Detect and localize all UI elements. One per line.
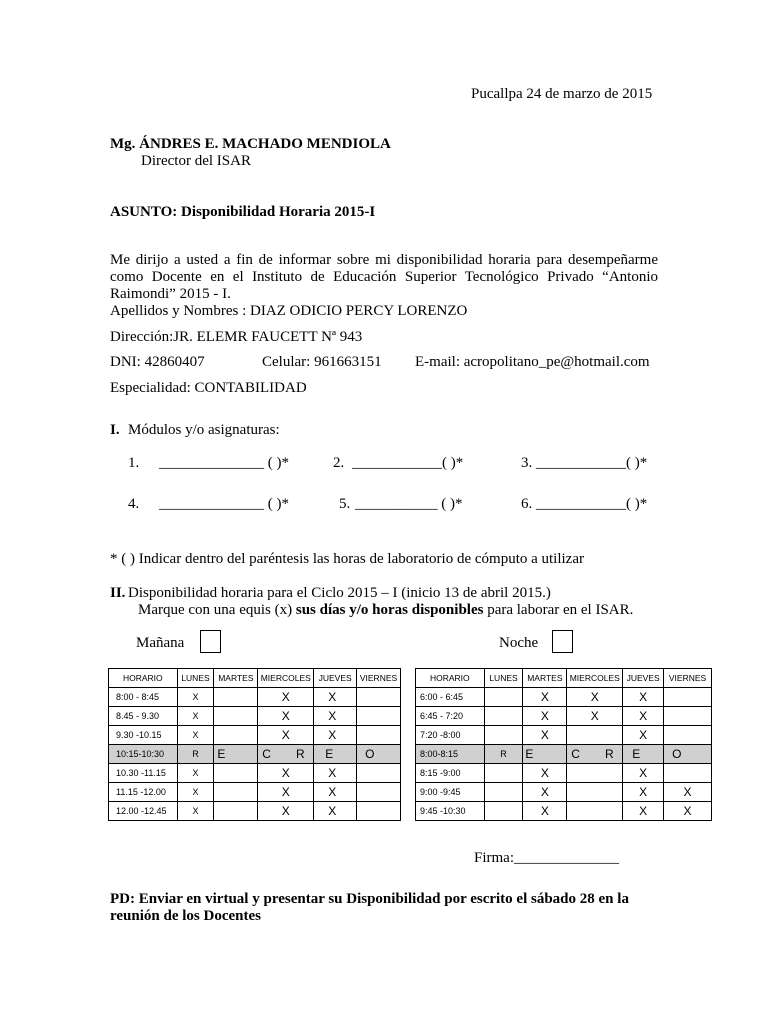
cell-lunes[interactable] bbox=[484, 783, 523, 802]
cell-lunes[interactable] bbox=[484, 802, 523, 821]
module-item-6-blank[interactable]: ____________( )* bbox=[536, 496, 648, 512]
table-header-row bbox=[109, 669, 401, 688]
cell-viernes[interactable]: X bbox=[664, 802, 712, 821]
morning-label: Mañana bbox=[136, 635, 185, 651]
time-cell: 10.30 -11.15 bbox=[109, 764, 178, 783]
table-row bbox=[416, 707, 712, 726]
section2-line2-post: para laborar en el ISAR. bbox=[483, 602, 634, 618]
cell-jueves[interactable]: X bbox=[623, 802, 664, 821]
cell-lunes[interactable]: X bbox=[177, 783, 214, 802]
address-line: Dirección:JR. ELEMR FAUCETT Nª 943 bbox=[110, 329, 363, 345]
module-item-4-number: 4. bbox=[128, 496, 140, 512]
cell-martes[interactable]: X bbox=[523, 707, 567, 726]
phone: Celular: 961663151 bbox=[262, 354, 382, 370]
cell-lunes[interactable]: X bbox=[177, 707, 214, 726]
cell-martes[interactable]: X bbox=[523, 783, 567, 802]
morning-checkbox[interactable] bbox=[200, 630, 221, 653]
table-row bbox=[109, 783, 401, 802]
cell-viernes[interactable] bbox=[357, 688, 401, 707]
table-header-row bbox=[416, 669, 712, 688]
lab-hours-note: * ( ) Indicar dentro del paréntesis las horas de laboratorio de cómputo a utilizar bbox=[110, 551, 584, 567]
header-miercoles: MIERCOLES bbox=[258, 669, 314, 688]
cell-viernes[interactable] bbox=[357, 783, 401, 802]
module-item-3-number: 3. bbox=[521, 455, 533, 471]
section2-number: II. bbox=[110, 585, 126, 601]
time-cell: 8:00 - 8:45 bbox=[109, 688, 178, 707]
break-letter: C bbox=[262, 747, 271, 761]
module-item-2-blank[interactable]: ____________( )* bbox=[352, 455, 464, 471]
header-horario: HORARIO bbox=[109, 669, 178, 688]
cell-miercoles[interactable] bbox=[567, 726, 623, 745]
cell-lunes[interactable] bbox=[484, 764, 523, 783]
cell-jueves[interactable]: X bbox=[314, 726, 357, 745]
header-miercoles: MIERCOLES bbox=[567, 669, 623, 688]
time-cell: 7:20 -8:00 bbox=[416, 726, 485, 745]
time-cell: 9.30 -10.15 bbox=[109, 726, 178, 745]
header-lunes: LUNES bbox=[484, 669, 523, 688]
cell-miercoles[interactable] bbox=[567, 802, 623, 821]
break-letter: E bbox=[214, 745, 258, 764]
module-item-5-blank[interactable]: ___________ ( )* bbox=[355, 496, 463, 512]
time-cell: 10:15-10:30 bbox=[109, 745, 178, 764]
cell-jueves[interactable]: X bbox=[623, 726, 664, 745]
module-item-2-number: 2. bbox=[333, 455, 345, 471]
cell-jueves[interactable]: X bbox=[314, 688, 357, 707]
night-checkbox[interactable] bbox=[552, 630, 573, 653]
cell-viernes[interactable] bbox=[664, 726, 712, 745]
cell-viernes[interactable]: X bbox=[664, 783, 712, 802]
cell-martes[interactable]: X bbox=[523, 802, 567, 821]
cell-lunes[interactable]: X bbox=[177, 764, 214, 783]
time-cell: 8:15 -9:00 bbox=[416, 764, 485, 783]
cell-martes[interactable] bbox=[214, 707, 258, 726]
header-martes: MARTES bbox=[214, 669, 258, 688]
cell-martes[interactable]: X bbox=[523, 726, 567, 745]
cell-viernes[interactable] bbox=[664, 688, 712, 707]
header-lunes: LUNES bbox=[177, 669, 214, 688]
table-row bbox=[416, 802, 712, 821]
module-item-5-number: 5. bbox=[339, 496, 351, 512]
table-row bbox=[109, 764, 401, 783]
module-item-1-blank[interactable]: ______________ ( )* bbox=[159, 455, 289, 471]
cell-lunes[interactable] bbox=[484, 707, 523, 726]
cell-martes[interactable] bbox=[214, 802, 258, 821]
recipient-title: Director del ISAR bbox=[141, 153, 251, 169]
module-item-1-number: 1. bbox=[128, 455, 140, 471]
night-schedule-table bbox=[415, 668, 712, 821]
break-row bbox=[109, 745, 401, 764]
table-row bbox=[416, 688, 712, 707]
intro-paragraph: Me dirijo a usted a fin de informar sobre mi disponibilidad horaria para desempeñarme como Docente en el Instituto de Educación Superior Tecnológico Privado “Antonio Raimondi” 2015 - I. bbox=[110, 252, 658, 302]
cell-jueves[interactable]: X bbox=[623, 688, 664, 707]
table-row bbox=[109, 688, 401, 707]
morning-schedule-table bbox=[108, 668, 401, 821]
names-line: Apellidos y Nombres : DIAZ ODICIO PERCY LORENZO bbox=[110, 303, 468, 319]
break-letter: R bbox=[177, 745, 214, 764]
break-letter: R bbox=[484, 745, 523, 764]
cell-viernes[interactable] bbox=[357, 707, 401, 726]
table-row bbox=[109, 707, 401, 726]
cell-martes[interactable] bbox=[214, 726, 258, 745]
header-martes: MARTES bbox=[523, 669, 567, 688]
section2-line2-bold: sus días y/o horas disponibles bbox=[295, 602, 484, 618]
break-letter: R bbox=[295, 747, 305, 761]
break-letter-pair bbox=[567, 745, 623, 764]
cell-miercoles[interactable]: X bbox=[258, 726, 314, 745]
cell-viernes[interactable] bbox=[357, 726, 401, 745]
break-letter: O bbox=[357, 745, 401, 764]
table-row bbox=[416, 764, 712, 783]
cell-miercoles[interactable]: X bbox=[567, 688, 623, 707]
cell-jueves[interactable]: X bbox=[623, 764, 664, 783]
cell-martes[interactable]: X bbox=[523, 764, 567, 783]
header-viernes: VIERNES bbox=[357, 669, 401, 688]
signature-line[interactable]: Firma:______________ bbox=[474, 850, 619, 866]
cell-martes[interactable] bbox=[214, 783, 258, 802]
cell-jueves[interactable]: X bbox=[623, 783, 664, 802]
table-row bbox=[416, 783, 712, 802]
cell-lunes[interactable] bbox=[484, 726, 523, 745]
section2-line2-pre: Marque con una equis (x) bbox=[138, 602, 296, 618]
footer-note: PD: Enviar en virtual y presentar su Disponibilidad por escrito el sábado 28 en la reunión de los Docentes bbox=[110, 891, 629, 924]
section2-line2 bbox=[138, 602, 633, 619]
time-cell: 9:00 -9:45 bbox=[416, 783, 485, 802]
cell-miercoles[interactable] bbox=[567, 783, 623, 802]
cell-martes[interactable] bbox=[214, 764, 258, 783]
recipient-name: Mg. ÁNDRES E. MACHADO MENDIOLA bbox=[110, 136, 391, 152]
cell-jueves[interactable]: X bbox=[314, 802, 357, 821]
cell-miercoles[interactable]: X bbox=[258, 707, 314, 726]
time-cell: 9:45 -10:30 bbox=[416, 802, 485, 821]
break-letter: E bbox=[523, 745, 567, 764]
cell-miercoles[interactable]: X bbox=[258, 688, 314, 707]
time-cell: 12.00 -12.45 bbox=[109, 802, 178, 821]
section1-number: I. bbox=[110, 422, 120, 438]
header-jueves: JUEVES bbox=[623, 669, 664, 688]
cell-lunes[interactable]: X bbox=[177, 688, 214, 707]
cell-jueves[interactable]: X bbox=[314, 764, 357, 783]
header-viernes: VIERNES bbox=[664, 669, 712, 688]
dni: DNI: 42860407 bbox=[110, 354, 205, 370]
break-letter: R bbox=[604, 747, 614, 761]
break-letter-pair bbox=[258, 745, 314, 764]
time-cell: 11.15 -12.00 bbox=[109, 783, 178, 802]
cell-viernes[interactable] bbox=[357, 764, 401, 783]
time-cell: 8:00-8:15 bbox=[416, 745, 485, 764]
cell-lunes[interactable]: X bbox=[177, 802, 214, 821]
table-row bbox=[109, 726, 401, 745]
time-cell: 6:45 - 7:20 bbox=[416, 707, 485, 726]
cell-viernes[interactable] bbox=[357, 802, 401, 821]
cell-miercoles[interactable] bbox=[567, 764, 623, 783]
time-cell: 8.45 - 9.30 bbox=[109, 707, 178, 726]
cell-miercoles[interactable]: X bbox=[567, 707, 623, 726]
time-cell: 6:00 - 6:45 bbox=[416, 688, 485, 707]
break-letter: O bbox=[664, 745, 712, 764]
cell-jueves[interactable]: X bbox=[314, 783, 357, 802]
cell-jueves[interactable]: X bbox=[314, 707, 357, 726]
module-item-6-number: 6. bbox=[521, 496, 533, 512]
table-row bbox=[416, 726, 712, 745]
email: E-mail: acropolitano_pe@hotmail.com bbox=[415, 354, 650, 370]
cell-martes[interactable]: X bbox=[523, 688, 567, 707]
night-label: Noche bbox=[499, 635, 539, 651]
cell-miercoles[interactable]: X bbox=[258, 764, 314, 783]
cell-viernes[interactable] bbox=[664, 707, 712, 726]
break-letter: E bbox=[623, 745, 664, 764]
header-horario: HORARIO bbox=[416, 669, 485, 688]
cell-martes[interactable] bbox=[214, 688, 258, 707]
place-date: Pucallpa 24 de marzo de 2015 bbox=[471, 86, 653, 102]
subject: ASUNTO: Disponibilidad Horaria 2015-I bbox=[110, 204, 376, 220]
break-row bbox=[416, 745, 712, 764]
section2-line1: Disponibilidad horaria para el Ciclo 2015 – I (inicio 13 de abril 2015.) bbox=[128, 585, 551, 601]
cell-lunes[interactable] bbox=[484, 688, 523, 707]
cell-miercoles[interactable]: X bbox=[258, 783, 314, 802]
module-item-4-blank[interactable]: ______________ ( )* bbox=[159, 496, 289, 512]
cell-miercoles[interactable]: X bbox=[258, 802, 314, 821]
table-row bbox=[109, 802, 401, 821]
module-item-3-blank[interactable]: ____________( )* bbox=[536, 455, 648, 471]
cell-jueves[interactable]: X bbox=[623, 707, 664, 726]
break-letter: E bbox=[314, 745, 357, 764]
break-letter: C bbox=[571, 747, 580, 761]
cell-lunes[interactable]: X bbox=[177, 726, 214, 745]
header-jueves: JUEVES bbox=[314, 669, 357, 688]
specialty: Especialidad: CONTABILIDAD bbox=[110, 380, 307, 396]
cell-viernes[interactable] bbox=[664, 764, 712, 783]
section1-title: Módulos y/o asignaturas: bbox=[128, 422, 280, 438]
